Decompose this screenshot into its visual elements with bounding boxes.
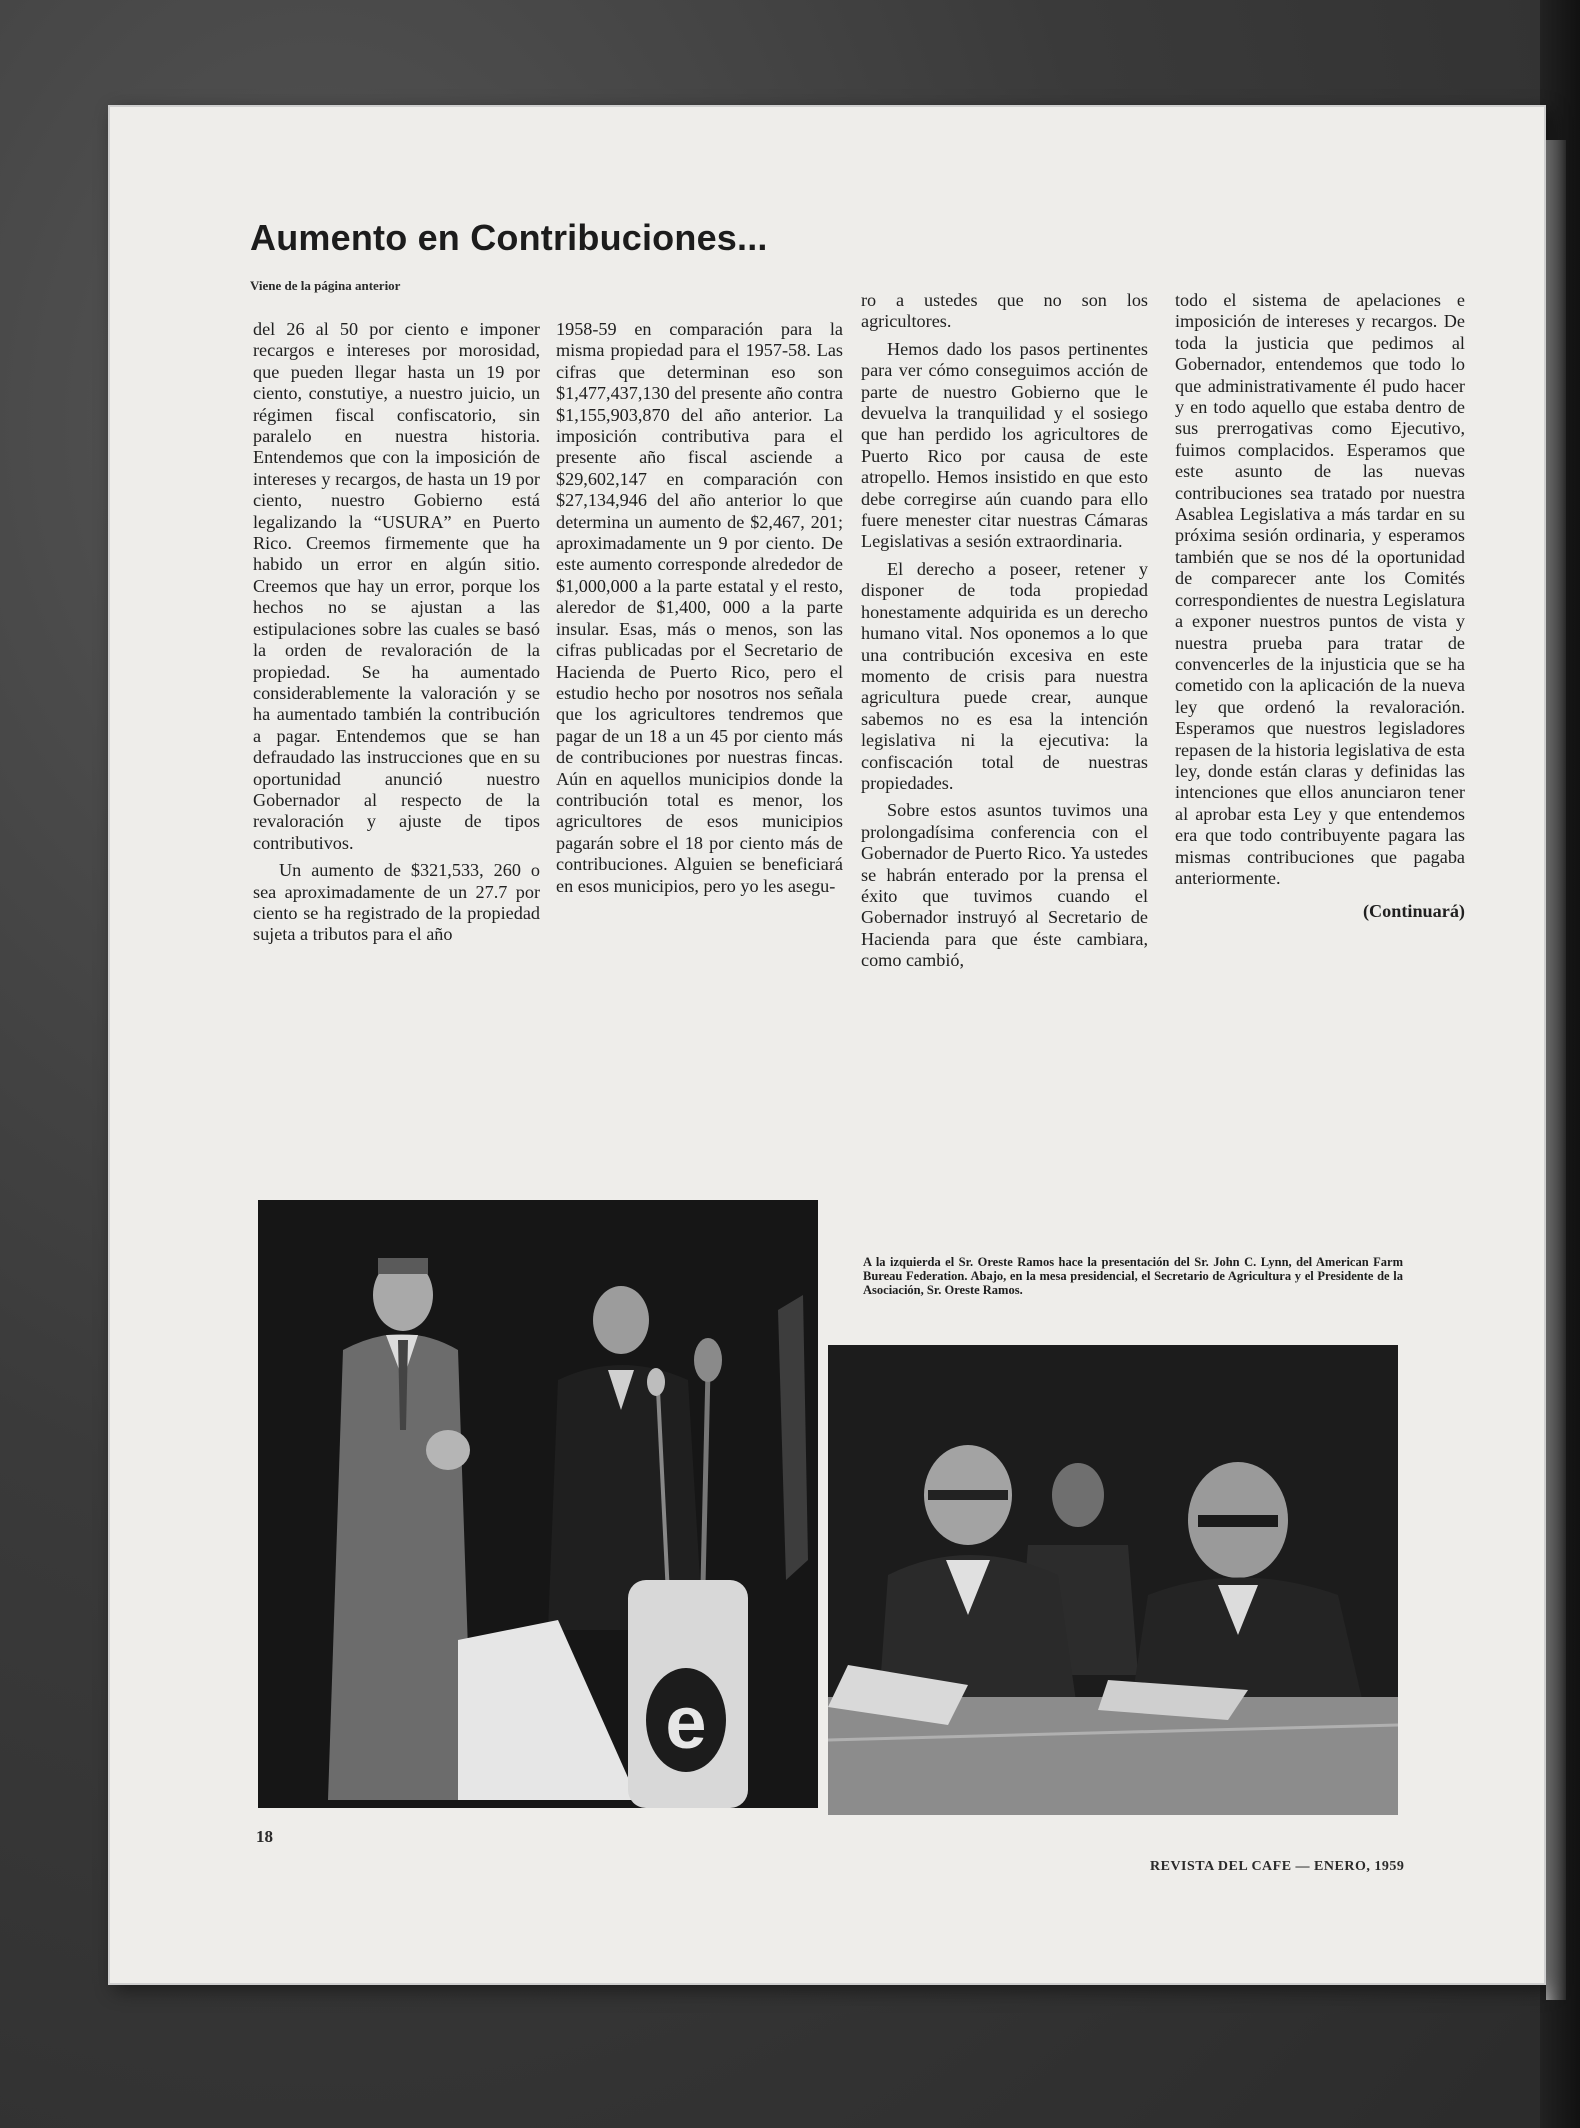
paragraph: Sobre estos asuntos tuvimos una prolongadísima conferencia con el Gobernador de Puerto Rico. Ya ustedes se habrán enterado por la prensa el éxito que tuvimos cuando el Gobernador instruyó al Secretario de Hacienda para que éste cambiara, como cambió, [861, 800, 1148, 971]
next-page-edge [1546, 140, 1566, 2000]
photo-podium-presentation [258, 1200, 818, 1808]
podium-logo-letter: e [665, 1681, 707, 1764]
paragraph: Hemos dado los pasos pertinentes para ver cómo conseguimos acción de parte de nuestro Gobierno que le devuelva la tranquilidad y el sosiego que han perdido los agricultores de Puerto Rico por causa de este atropello. Hemos insistido en que esto debe corregirse aún cuando para ello fuere menester citar nuestras Cámaras Legislativas a sesión extraordinaria. [861, 338, 1148, 552]
magazine-page [108, 105, 1546, 1985]
text-column-3 [861, 290, 1148, 972]
publication-footer: REVISTA DEL CAFE — ENERO, 1959 [1150, 1859, 1405, 1874]
continued-note: (Continuará) [1362, 901, 1465, 922]
article-title: Aumento en Contribuciones... [250, 217, 768, 258]
photo-table-illustration [828, 1345, 1398, 1815]
page-number: 18 [256, 1827, 273, 1846]
text-column-1 [253, 319, 540, 946]
paragraph: Un aumento de $321,533, 260 o sea aproximadamente de un 27.7 por ciento se ha registrado de la propiedad sujeta a tributos para el año [253, 860, 540, 945]
paragraph: 1958-59 en comparación para la misma propiedad para el 1957-58. Las cifras que determinan eso son $1,477,437,130 del presente año contra $1,155,903,870 del año anterior. La imposición contributiva para el presente año fiscal asciende a $29,602,147 en comparación con $27,134,946 del año anterior lo que determina un aumento de $2,467, 201; aproximadamente un 9 por ciento. De este aumento corresponde alrededor de $1,000,000 a la parte estatal y el resto, aleredor de $1,400, 000 a la parte insular. Esas, más o menos, son las cifras publicadas por el Secretario de Hacienda de Puerto Rico, pero el estudio hecho por nosotros nos señala que los agricultores tendremos que pagar de un 18 a un 45 por ciento más de contribuciones por nuestras fincas. Aún en aquellos municipios donde la contribución total es menor, los agricultores de esos municipios pagarán sobre el 18 por ciento más de contribuciones. Alguien se beneficiará en esos municipios, pero yo les asegu- [556, 319, 843, 896]
paragraph: ro a ustedes que no son los agricultores. [861, 290, 1148, 332]
paragraph: del 26 al 50 por ciento e imponer recargos e intereses por morosidad, que pueden llegar hasta un 19 por ciento, constutiye, a nuestro juicio, un régimen fiscal confiscatorio, sin paralelo en nuestra historia. Entendemos que con la imposición de intereses y recargos, de hasta un 19 por ciento, nuestro Gobierno está legalizando la “USURA” en Puerto Rico. Creemos firmemente que ha habido un error en algún sitio. Creemos que hay un error, porque los hechos no se ajustan a las estipulaciones sobre las cuales se basó la orden de revaloración de la propiedad. Se ha aumentado considerablemente la valoración y se ha aumentado también la contribución a pagar. Entendemos que se han defraudado las instrucciones que en su oportunidad anunció nuestro Gobernador al respecto de la revaloración y ajuste de tipos contributivos. [253, 319, 540, 853]
paragraph: todo el sistema de apelaciones e imposición de intereses y recargos. De toda la justicia que pedimos al Gobernador, entendemos que todo lo que administrativamente él pudo hacer y en todo aquello que estaba dentro de sus prerrogativas como Ejecutivo, fuimos complacidos. Esperamos que este asunto de las nuevas contribuciones sea tratado por nuestra Asablea Legislativa a más tardar en su próxima sesión ordinaria, y esperamos también que se nos dé la oportunidad de comparecer ante los Comités correspondientes de nuestra Legislatura a exponer nuestros puntos de vista y nuestra prueba para tratar de convencerles de la injusticia que se ha cometido con la aplicación de la nueva ley que ordenó la revaloración. Esperamos que nuestros legisladores repasen de la historia legislativa de esta ley, donde están claras y definidas las intenciones que ellos anunciaron tener al aprobar esta Ley y que entendemos era que todo contribuyente pagara las mismas contribuciones que pagaba anteriormente. [1175, 290, 1465, 888]
continued-from-note: Viene de la página anterior [250, 278, 401, 293]
photo-presidential-table [828, 1345, 1398, 1815]
paragraph: El derecho a poseer, retener y disponer de toda propiedad honestamente adquirida es un derecho humano vital. Nos oponemos a lo que una contribución excesiva en este momento de crisis para nuestra agricultura puede crear, aunque sabemos no es esa la intención legislativa ni la ejecutiva: la confiscación total de nuestras propiedades. [861, 558, 1148, 793]
text-column-2 [556, 319, 843, 897]
text-column-4 [1175, 290, 1465, 923]
photo-caption: A la izquierda el Sr. Oreste Ramos hace la presentación del Sr. John C. Lynn, del American Farm Bureau Federation. Abajo, en la mesa presidencial, el Secretario de Agricultura y el Presidente de la Asociación, Sr. Oreste Ramos. [863, 1255, 1403, 1297]
photo-podium-illustration [258, 1200, 818, 1808]
